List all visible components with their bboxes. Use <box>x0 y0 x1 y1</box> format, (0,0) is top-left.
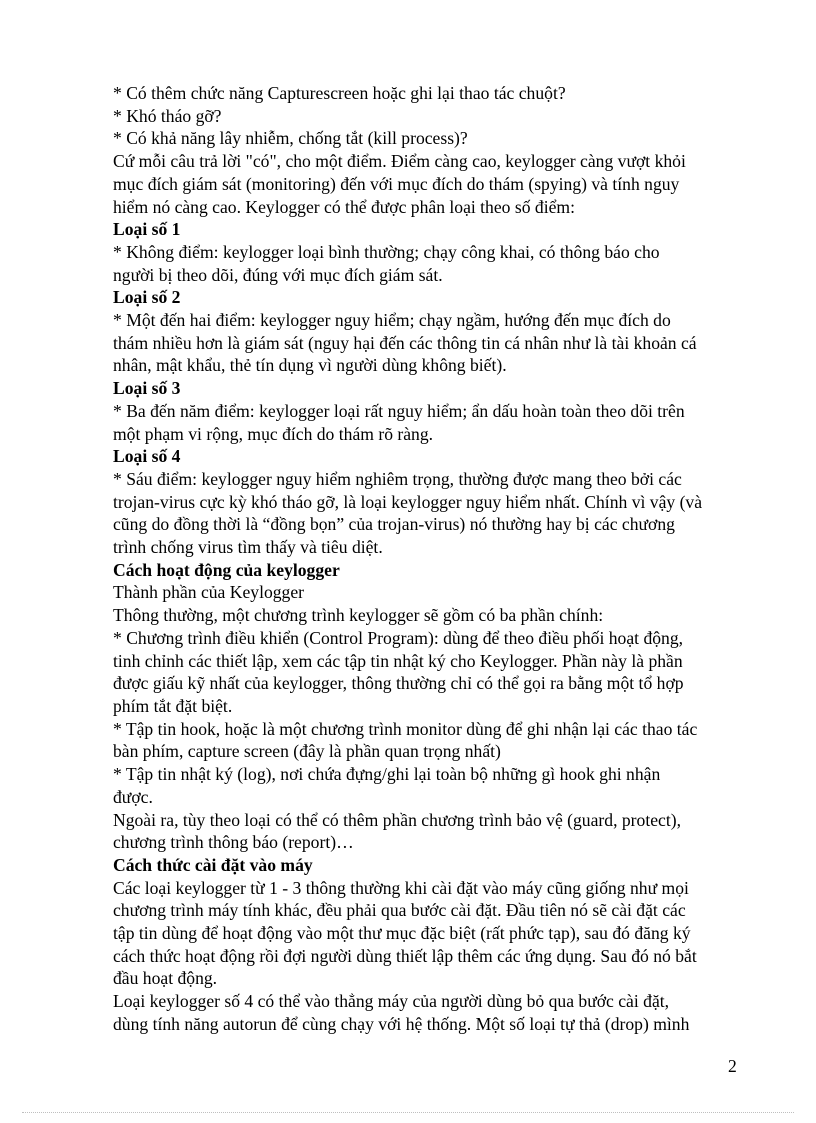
text-line: * Khó tháo gỡ? <box>113 105 222 126</box>
text-line: * Chương trình điều khiển (Control Program): dùng để theo điều phối hoạt động, <box>113 627 684 648</box>
text-line: cách thức hoạt động rồi đợi người dùng thiết lập thêm các ứng dụng. Sau đó nó bắt <box>113 945 697 966</box>
text-line: được giấu kỹ nhất của keylogger, thông thường chỉ có thể gọi ra bằng một tổ hợp <box>113 673 684 694</box>
text-line: Thành phần của Keylogger <box>113 582 305 603</box>
section-heading: Loại số 2 <box>113 287 181 308</box>
text-line: dùng tính năng autorun để cùng chạy với hệ thống. Một số loại tự thả (drop) mình <box>113 1013 690 1034</box>
text-line: tinh chỉnh các thiết lập, xem các tập tin nhật ký cho Keylogger. Phần này là phần <box>113 650 683 671</box>
text-line: trình chống virus tìm thấy và tiêu diệt. <box>113 537 383 558</box>
text-line: trojan-virus cực kỳ khó tháo gỡ, là loại keylogger nguy hiểm nhất. Chính vì vậy (và <box>113 491 703 512</box>
document-body <box>113 82 753 1036</box>
text-line: * Tập tin nhật ký (log), nơi chứa đựng/ghi lại toàn bộ những gì hook ghi nhận <box>113 764 661 785</box>
text-line: người bị theo dõi, đúng với mục đích giám sát. <box>113 264 443 285</box>
text-line: * Có khả năng lây nhiễm, chống tắt (kill process)? <box>113 128 468 149</box>
text-line: mục đích giám sát (monitoring) đến với mục đích do thám (spying) và tính nguy <box>113 173 680 194</box>
text-line: * Sáu điểm: keylogger nguy hiểm nghiêm trọng, thường được mang theo bởi các <box>113 468 682 489</box>
text-line: * Ba đến năm điểm: keylogger loại rất nguy hiểm; ẩn dấu hoàn toàn theo dõi trên <box>113 400 685 421</box>
text-line: Loại keylogger số 4 có thể vào thẳng máy của người dùng bỏ qua bước cài đặt, <box>113 991 670 1012</box>
text-line: Các loại keylogger từ 1 - 3 thông thường khi cài đặt vào máy cũng giống như mọi <box>113 877 689 898</box>
text-line: cũng do đồng thời là “đồng bọn” của trojan-virus) nó thường hay bị các chương <box>113 514 675 535</box>
text-line: * Có thêm chức năng Capturescreen hoặc ghi lại thao tác chuột? <box>113 83 566 103</box>
text-line: Thông thường, một chương trình keylogger sẽ gồm có ba phần chính: <box>113 605 604 626</box>
section-heading: Loại số 3 <box>113 378 181 399</box>
text-line: * Một đến hai điểm: keylogger nguy hiểm; chạy ngầm, hướng đến mục đích do <box>113 310 671 331</box>
page-number: 2 <box>728 1056 737 1076</box>
text-line: Cứ mỗi câu trả lời "có", cho một điểm. Điểm càng cao, keylogger càng vượt khỏi <box>113 151 686 172</box>
section-heading: Loại số 1 <box>113 219 181 240</box>
text-line: tập tin dùng để hoạt động vào một thư mục đặc biệt (rất phức tạp), sau đó đăng ký <box>113 923 691 944</box>
text-line: đầu hoạt động. <box>113 968 218 989</box>
text-line: * Không điểm: keylogger loại bình thường; chạy công khai, có thông báo cho <box>113 241 660 262</box>
section-heading: Loại số 4 <box>113 446 181 467</box>
section-heading: Cách thức cài đặt vào máy <box>113 854 313 875</box>
text-line: thám nhiều hơn là giám sát (nguy hại đến các thông tin cá nhân như là tài khoản cá <box>113 332 697 353</box>
text-line: Ngoài ra, tùy theo loại có thể có thêm phần chương trình bảo vệ (guard, protect), <box>113 809 681 830</box>
text-line: * Tập tin hook, hoặc là một chương trình monitor dùng để ghi nhận lại các thao tác <box>113 718 698 739</box>
text-line: bàn phím, capture screen (đây là phần quan trọng nhất) <box>113 741 501 762</box>
page-bottom-border <box>22 1112 794 1113</box>
section-heading: Cách hoạt động của keylogger <box>113 559 340 580</box>
text-line: một phạm vi rộng, mục đích do thám rõ ràng. <box>113 423 434 444</box>
text-line: chương trình thông báo (report)… <box>113 832 354 853</box>
text-line: chương trình máy tính khác, đều phải qua bước cài đặt. Đầu tiên nó sẽ cài đặt các <box>113 900 686 921</box>
text-line: phím tắt đặt biệt. <box>113 695 233 716</box>
text-line: hiểm nó càng cao. Keylogger có thể được phân loại theo số điểm: <box>113 196 575 217</box>
text-line: được. <box>113 786 153 807</box>
text-line: nhân, mật khẩu, thẻ tín dụng vì người dùng không biết). <box>113 355 507 376</box>
